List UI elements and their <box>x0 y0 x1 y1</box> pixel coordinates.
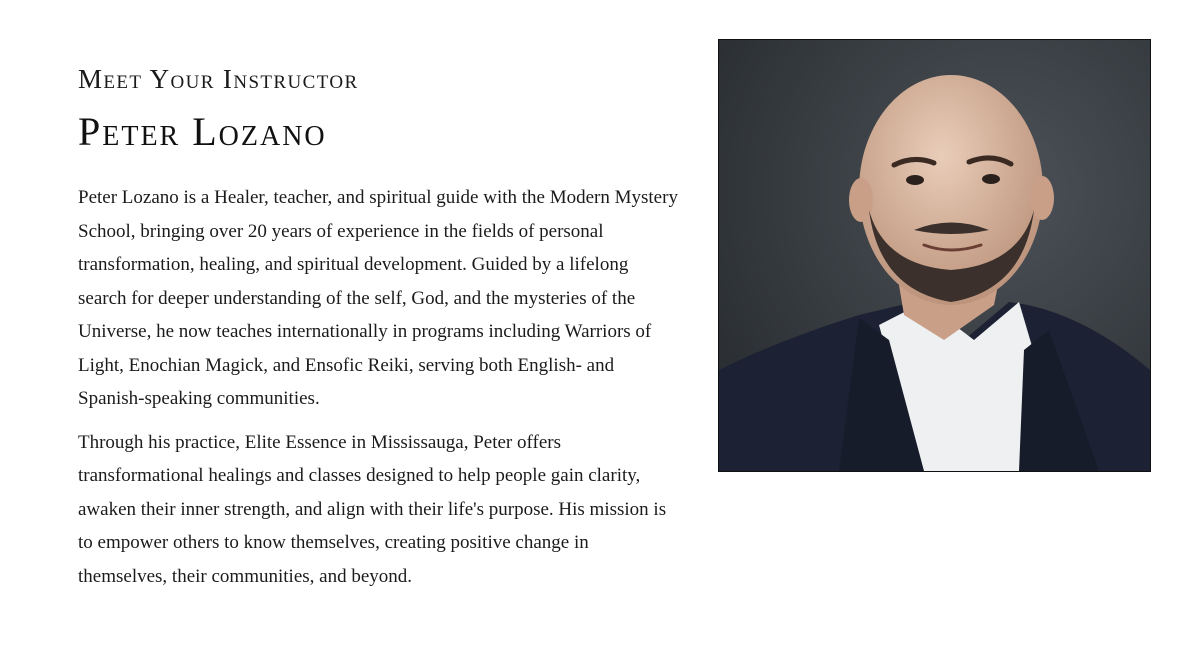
section-eyebrow: Meet Your Instructor <box>78 64 359 94</box>
instructor-name: Peter Lozano <box>78 109 327 154</box>
bio-paragraph-2: Through his practice, Elite Essence in Mississauga, Peter offers transformational healings and classes designed to help people gain clarity, awaken their inner strength, and align with their life's purpose. His mission is to empower others to know themselves, creating positive change in themselves, their communities, and beyond. <box>78 431 667 587</box>
portrait-photo-icon <box>719 40 1150 471</box>
instructor-photo <box>718 39 1151 472</box>
bio-paragraph-1: Peter Lozano is a Healer, teacher, and spiritual guide with the Modern Mystery School, bringing over 20 years of experience in the fields of personal transformation, healing, and spiritual development. Guided by a lifelong search for deeper understanding of the self, God, and the mysteries of the Universe, he now teaches internationally in programs including Warriors of Light, Enochian Magick, and Ensofic Reiki, serving both English- and Spanish-speaking communities. <box>78 187 678 409</box>
instructor-text-column <box>78 62 678 593</box>
